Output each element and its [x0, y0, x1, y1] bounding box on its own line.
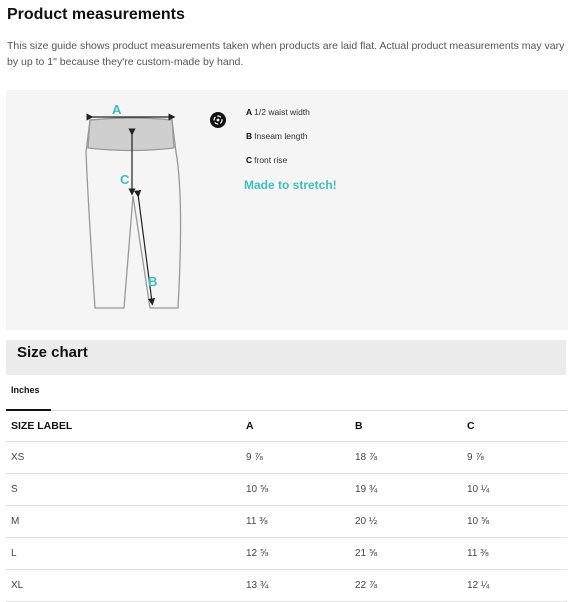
size-table [6, 410, 567, 602]
stretch-icon [210, 112, 226, 128]
measurement-c-cell: 11 ⅜ [462, 538, 567, 570]
size-chart-title: Size chart [17, 344, 88, 361]
table-row [6, 506, 567, 538]
size-label-cell: M [6, 506, 242, 538]
column-header-size-label: SIZE LABEL [6, 410, 242, 442]
table-row [6, 538, 567, 570]
marker-c: C [120, 172, 130, 187]
unit-tabs [6, 379, 567, 411]
measurement-b-cell: 22 ⅞ [350, 570, 462, 602]
measurement-diagram-panel [6, 90, 568, 330]
measurement-a-cell: 12 ⅝ [242, 538, 350, 570]
measurement-c-cell: 10 ⅝ [462, 506, 567, 538]
legend-item-a: A 1/2 waist width [246, 107, 310, 117]
page-title: Product measurements [7, 6, 185, 23]
marker-b: B [148, 274, 158, 289]
measurement-b-cell: 21 ⅝ [350, 538, 462, 570]
column-header-a: A [242, 410, 350, 442]
measurement-b-cell: 18 ⅞ [350, 442, 462, 474]
tab-inches[interactable]: Inches [6, 379, 51, 411]
measurement-b-cell: 20 ½ [350, 506, 462, 538]
size-label-cell: S [6, 474, 242, 506]
size-chart-header [6, 340, 566, 375]
size-label-cell: L [6, 538, 242, 570]
measurement-a-cell: 9 ⅞ [242, 442, 350, 474]
size-label-cell: XL [6, 570, 242, 602]
pants-diagram [76, 102, 196, 317]
measurement-b-cell: 19 ¾ [350, 474, 462, 506]
size-label-cell: XS [6, 442, 242, 474]
measurement-c-cell: 10 ¼ [462, 474, 567, 506]
table-row [6, 474, 567, 506]
measurement-a-cell: 11 ⅜ [242, 506, 350, 538]
marker-a: A [112, 102, 122, 117]
pants-waistband [88, 118, 174, 151]
stretch-note: Made to stretch! [244, 178, 337, 192]
table-row [6, 442, 567, 474]
column-header-c: C [462, 410, 567, 442]
column-header-b: B [350, 410, 462, 442]
measurement-c-cell: 9 ⅞ [462, 442, 567, 474]
measurement-legend [246, 106, 310, 178]
measurement-c-cell: 12 ¼ [462, 570, 567, 602]
table-header-row [6, 410, 567, 442]
legend-item-b: B Inseam length [246, 131, 308, 141]
intro-text: This size guide shows product measurements taken when products are laid flat. Actual product measurements may vary by up to 1" because they're custom-made by hand. [7, 40, 565, 68]
measurement-a-cell: 13 ¾ [242, 570, 350, 602]
measurement-a-cell: 10 ⅝ [242, 474, 350, 506]
table-row [6, 570, 567, 602]
legend-item-c: C front rise [246, 155, 288, 165]
